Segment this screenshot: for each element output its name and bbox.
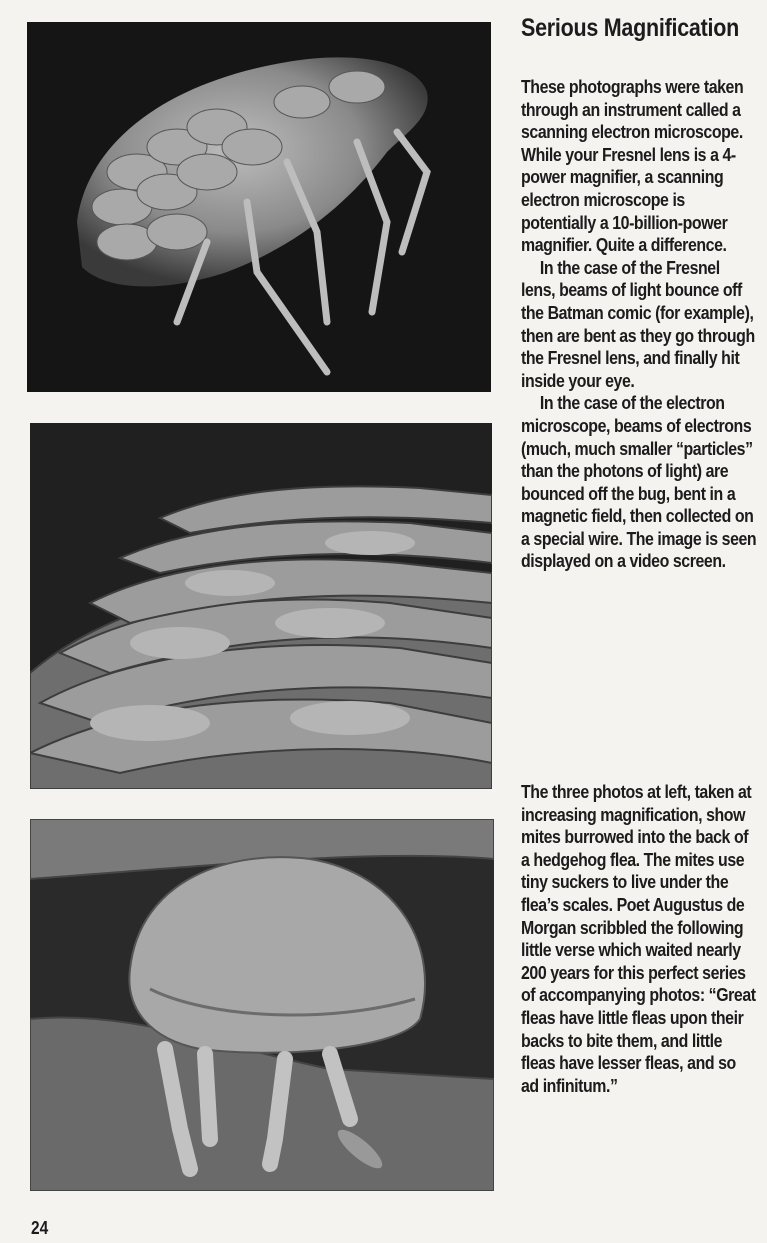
body-text [521, 76, 757, 573]
paragraph-fresnel: In the case of the Fresnel lens, beams of light bounce off the Batman comic (for example), then are bent as they go through the Fresnel lens, and finally hit inside your eye. [521, 256, 755, 391]
photo-caption [521, 781, 757, 1097]
paragraph-intro: These photographs were taken through an instrument called a scanning electron microscope. While your Fresnel lens is a 4-power magnifier, a scanning electron microscope is potentially a 10-billion-power magnifier. Quite a difference. [521, 76, 744, 256]
scales-closeup-photo [30, 423, 492, 789]
caption-text: The three photos at left, taken at increasing magnification, show mites burrowed into the back of a hedgehog flea. The mites use tiny suckers to live under the flea’s scales. Poet Augustus de Morgan scribbled the following little verse which waited nearly 200 years for this perfect series of accompanying photos: “Great fleas have little fleas upon their backs to bite them, and little fleas have lesser fleas, and so ad infinitum.” [521, 781, 756, 1096]
page-number: 24 [31, 1218, 49, 1238]
page-title: Serious Magnification [521, 14, 739, 42]
paragraph-electron: In the case of the electron microscope, beams of electrons (much, much smaller “particles” than the photons of light) are bounced off the bug, bent in a magnetic field, then collected on a special wire. The image is seen displayed on a video screen. [521, 392, 757, 572]
flea-photo [27, 22, 491, 392]
mite-closeup-photo [30, 819, 494, 1191]
